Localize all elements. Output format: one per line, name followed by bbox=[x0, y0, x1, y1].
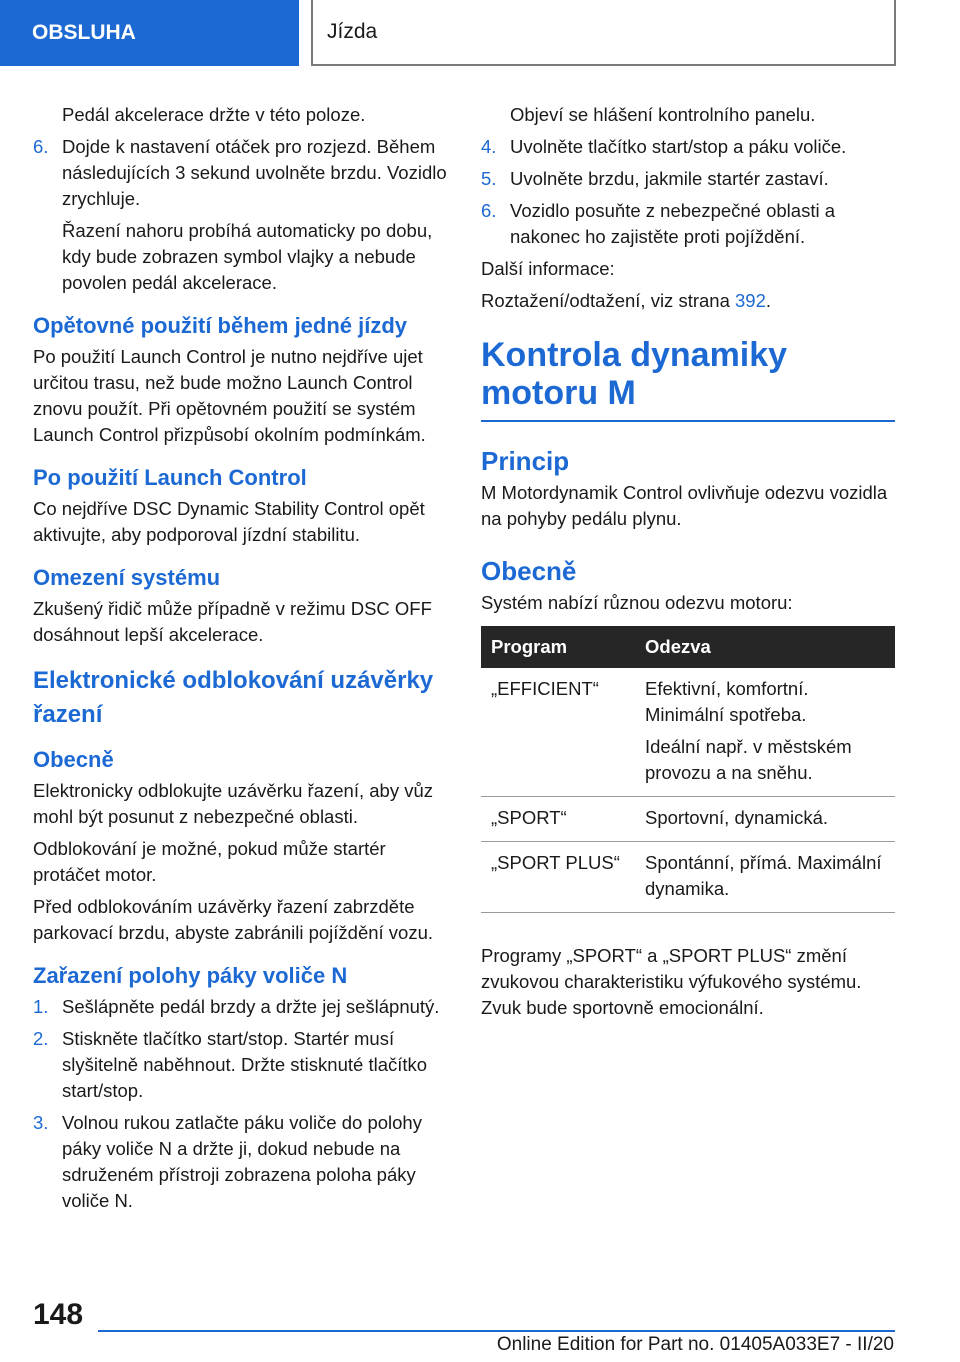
paragraph-principle: M Motordynamik Control ovlivňuje odezvu vozidla na pohyby pedálu plynu. bbox=[481, 482, 888, 529]
response-text: Efektivní, komfortní. Minimální spotřeba. bbox=[645, 678, 809, 725]
paragraph-reuse: Po použití Launch Control je nutno nejdříve ujet určitou trasu, než bude možno Launch Control znovu použít. Při opětovném použití se systém Launch Control přizpůsobí okolním podmínkám. bbox=[33, 346, 426, 445]
program-cell: „SPORT“ bbox=[481, 797, 641, 842]
response-text: Ideální např. v městském provozu a na sněhu. bbox=[645, 736, 852, 783]
chapter-title: Jízda bbox=[311, 0, 896, 66]
page-link[interactable]: 392 bbox=[735, 290, 766, 311]
paragraph-general: Systém nabízí různou odezvu motoru: bbox=[481, 592, 793, 613]
response-cell bbox=[641, 668, 895, 797]
table-header-row bbox=[481, 626, 895, 668]
left-column bbox=[33, 102, 447, 1220]
step-number: 4. bbox=[481, 136, 497, 157]
step-text: Stiskněte tlačítko start/stop. Startér musí slyšitelně naběhnout. Držte stisknuté tlačítko start/stop. bbox=[62, 1028, 428, 1101]
table-row bbox=[481, 668, 895, 797]
footer-divider bbox=[98, 1330, 895, 1332]
list-item bbox=[33, 1110, 447, 1214]
step-number: 6. bbox=[33, 136, 49, 157]
cross-reference-end: . bbox=[765, 290, 772, 311]
heading-reuse: Opětovné použití během jedné jízdy bbox=[33, 313, 408, 338]
step-text: Sešlápněte pedál brzdy a držte jej sešlápnutý. bbox=[62, 996, 440, 1017]
response-cell bbox=[641, 797, 895, 842]
column-header-response: Odezva bbox=[641, 626, 895, 668]
list-item bbox=[481, 134, 895, 160]
heading-general: Obecně bbox=[481, 556, 577, 586]
step-number: 5. bbox=[481, 168, 497, 189]
heading-after-use: Po použití Launch Control bbox=[33, 465, 307, 490]
step-number: 2. bbox=[33, 1028, 49, 1049]
step-text: Volnou rukou zatlačte páku voliče do polohy páky voliče N a držte ji, dokud nebude na sdruženém přístroji zobrazena poloha páky voliče N. bbox=[62, 1112, 422, 1211]
list-item bbox=[33, 1026, 447, 1104]
heading-limits: Omezení systému bbox=[33, 565, 221, 590]
heading-shift-lock-release: Elektronické odblokování uzávěrky řazení bbox=[33, 667, 434, 728]
step-text: Uvolněte brzdu, jakmile startér zastaví. bbox=[510, 168, 829, 189]
step-continuation: Objeví se hlášení kontrolního panelu. bbox=[510, 104, 816, 125]
paragraph-general-2: Odblokování je možné, pokud může startér protáčet motor. bbox=[33, 838, 386, 885]
step-number: 3. bbox=[33, 1112, 49, 1133]
step-number: 6. bbox=[481, 200, 497, 221]
program-cell: „EFFICIENT“ bbox=[481, 668, 641, 797]
response-cell bbox=[641, 842, 895, 913]
step-text: Uvolněte tlačítko start/stop a páku voliče. bbox=[510, 136, 847, 157]
step-continuation: Pedál akcelerace držte v této poloze. bbox=[62, 104, 366, 125]
column-header-program: Program bbox=[481, 626, 641, 668]
paragraph-general-1: Elektronicky odblokujte uzávěrku řazení, aby vůz mohl být posunut z nebezpečné oblasti. bbox=[33, 780, 434, 827]
table-row bbox=[481, 797, 895, 842]
step-text: Vozidlo posuňte z nebezpečné oblasti a nakonec ho zajistěte proti pojíždění. bbox=[510, 200, 836, 247]
paragraph-limits: Zkušený řidič může případně v režimu DSC OFF dosáhnout lepší akcelerace. bbox=[33, 598, 432, 645]
more-info-label: Další informace: bbox=[481, 258, 615, 279]
step-number: 1. bbox=[33, 996, 49, 1017]
section-tab: OBSLUHA bbox=[0, 0, 299, 66]
paragraph-general-3: Před odblokováním uzávěrky řazení zabrzděte parkovací brzdu, abyste zabránili pojíždění vozu. bbox=[33, 896, 434, 943]
page-number: 148 bbox=[33, 1298, 84, 1331]
response-text: Spontánní, přímá. Maximální dynamika. bbox=[645, 852, 882, 899]
step-text: Dojde k nastavení otáček pro rozjezd. Během následujících 3 sekund uvolněte brzdu. Vozidlo zrychluje. bbox=[62, 136, 447, 209]
heading-engage-neutral: Zařazení polohy páky voliče N bbox=[33, 963, 348, 988]
edition-note: Online Edition for Part no. 01405A033E7 - II/20 bbox=[496, 1334, 894, 1355]
list-item bbox=[33, 134, 447, 212]
right-column bbox=[481, 102, 895, 1027]
paragraph-sound: Programy „SPORT“ a „SPORT PLUS“ změní zvukovou charakteristiku výfukového systému. Zvuk bude sportovně emocionální. bbox=[481, 945, 862, 1018]
list-item bbox=[481, 198, 895, 250]
heading-principle: Princip bbox=[481, 446, 570, 476]
section-title: Kontrola dynamiky motoru M bbox=[481, 336, 895, 422]
cross-reference-text: Roztažení/odtažení, viz strana bbox=[481, 290, 735, 311]
list-item bbox=[33, 994, 447, 1020]
table-row bbox=[481, 842, 895, 913]
cross-reference bbox=[481, 288, 895, 314]
step-note: Řazení nahoru probíhá automaticky po dobu, kdy bude zobrazen symbol vlajky a nebude povolen pedál akcelerace. bbox=[62, 220, 433, 293]
program-table bbox=[481, 626, 895, 913]
program-cell: „SPORT PLUS“ bbox=[481, 842, 641, 913]
heading-general: Obecně bbox=[33, 747, 114, 772]
paragraph-after-use: Co nejdříve DSC Dynamic Stability Control opět aktivujte, aby podporoval jízdní stabilitu. bbox=[33, 498, 425, 545]
list-item bbox=[481, 166, 895, 192]
response-text: Sportovní, dynamická. bbox=[645, 807, 829, 828]
